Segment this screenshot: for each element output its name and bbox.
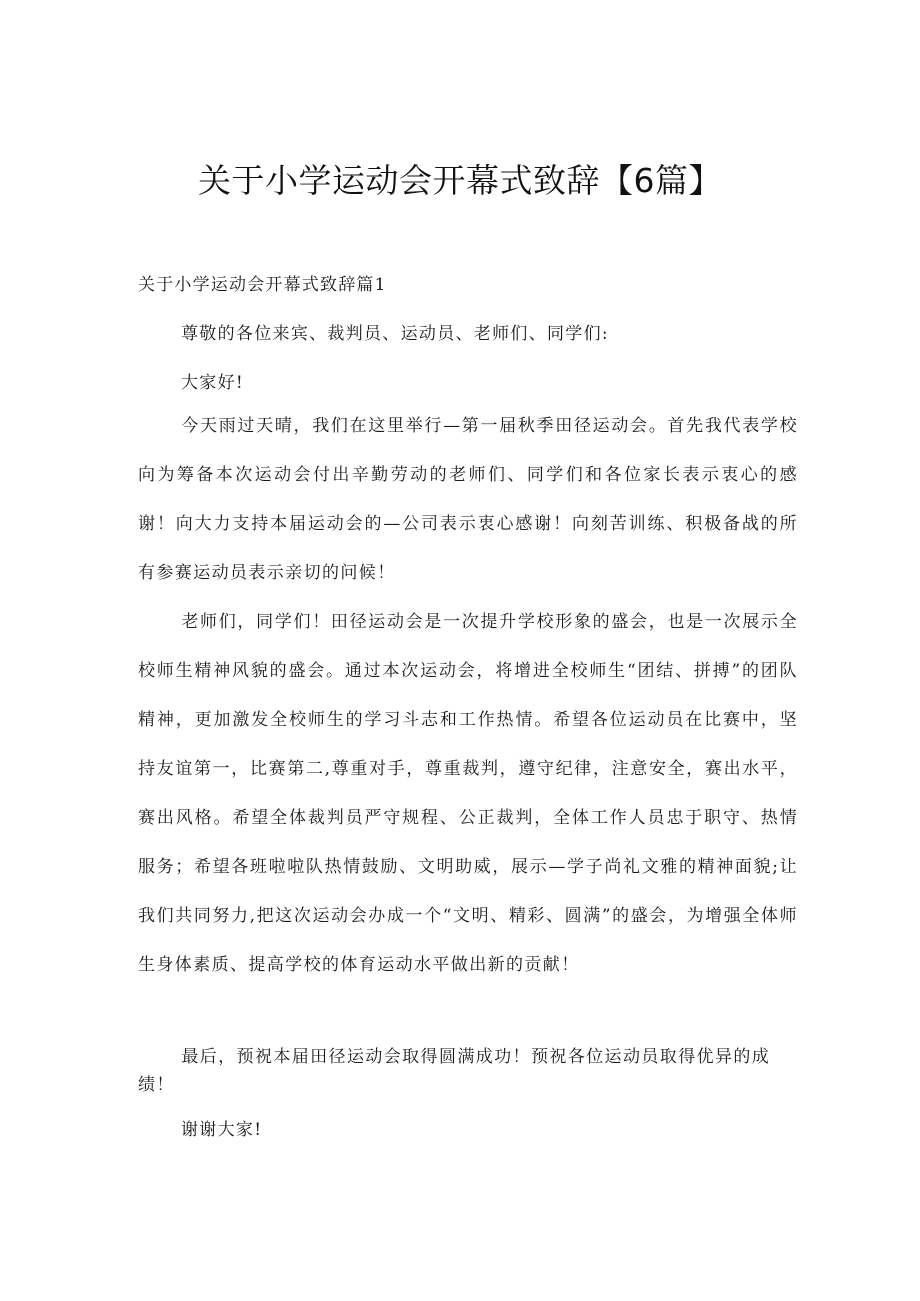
salutation-line: 尊敬的各位来宾、裁判员、运动员、老师们、同学们: bbox=[181, 324, 609, 344]
paragraph-opening: 今天雨过天晴，我们在这里举行—第一届秋季田径运动会。首先我代表学校向为筹备本次运动会付出辛勤劳动的老师们、同学们和各位家长表示衷心的感谢！向大力支持本届运动会的—公司表示衷心感谢！向刻苦训练、积极备战的所有参赛运动员表示亲切的问候！ bbox=[138, 416, 798, 583]
paragraph-wishes: 老师们，同学们！田径运动会是一次提升学校形象的盛会，也是一次展示全校师生精神风貌的盛会。通过本次运动会，将增进全校师生“团结、拼搏”的团队精神，更加激发全校师生的学习斗志和工作热情。希望各位运动员在比赛中，坚持友谊第一，比赛第二,尊重对手，尊重裁判，遵守纪律，注意安全，赛出水平，赛出风格。希望全体裁判员严守规程、公正裁判，全体工作人员忠于职守、热情服务；希望各班啦啦队热情鼓励、文明助威，展示—学子尚礼文雅的精神面貌;让我们共同努力,把这次运动会办成一个“文明、精彩、圆满”的盛会，为增强全体师生身体素质、提高学校的体育运动水平做出新的贡献！ bbox=[138, 612, 798, 975]
paragraph-closing-wishes: 最后，预祝本届田径运动会取得圆满成功！预祝各位运动员取得优异的成绩！ bbox=[138, 1047, 771, 1095]
document-title: 关于小学运动会开幕式致辞【6篇】 bbox=[198, 161, 722, 200]
greeting-line: 大家好! bbox=[181, 373, 245, 393]
closing-thanks: 谢谢大家! bbox=[181, 1120, 263, 1140]
section-heading: 关于小学运动会开幕式致辞篇1 bbox=[138, 275, 387, 295]
